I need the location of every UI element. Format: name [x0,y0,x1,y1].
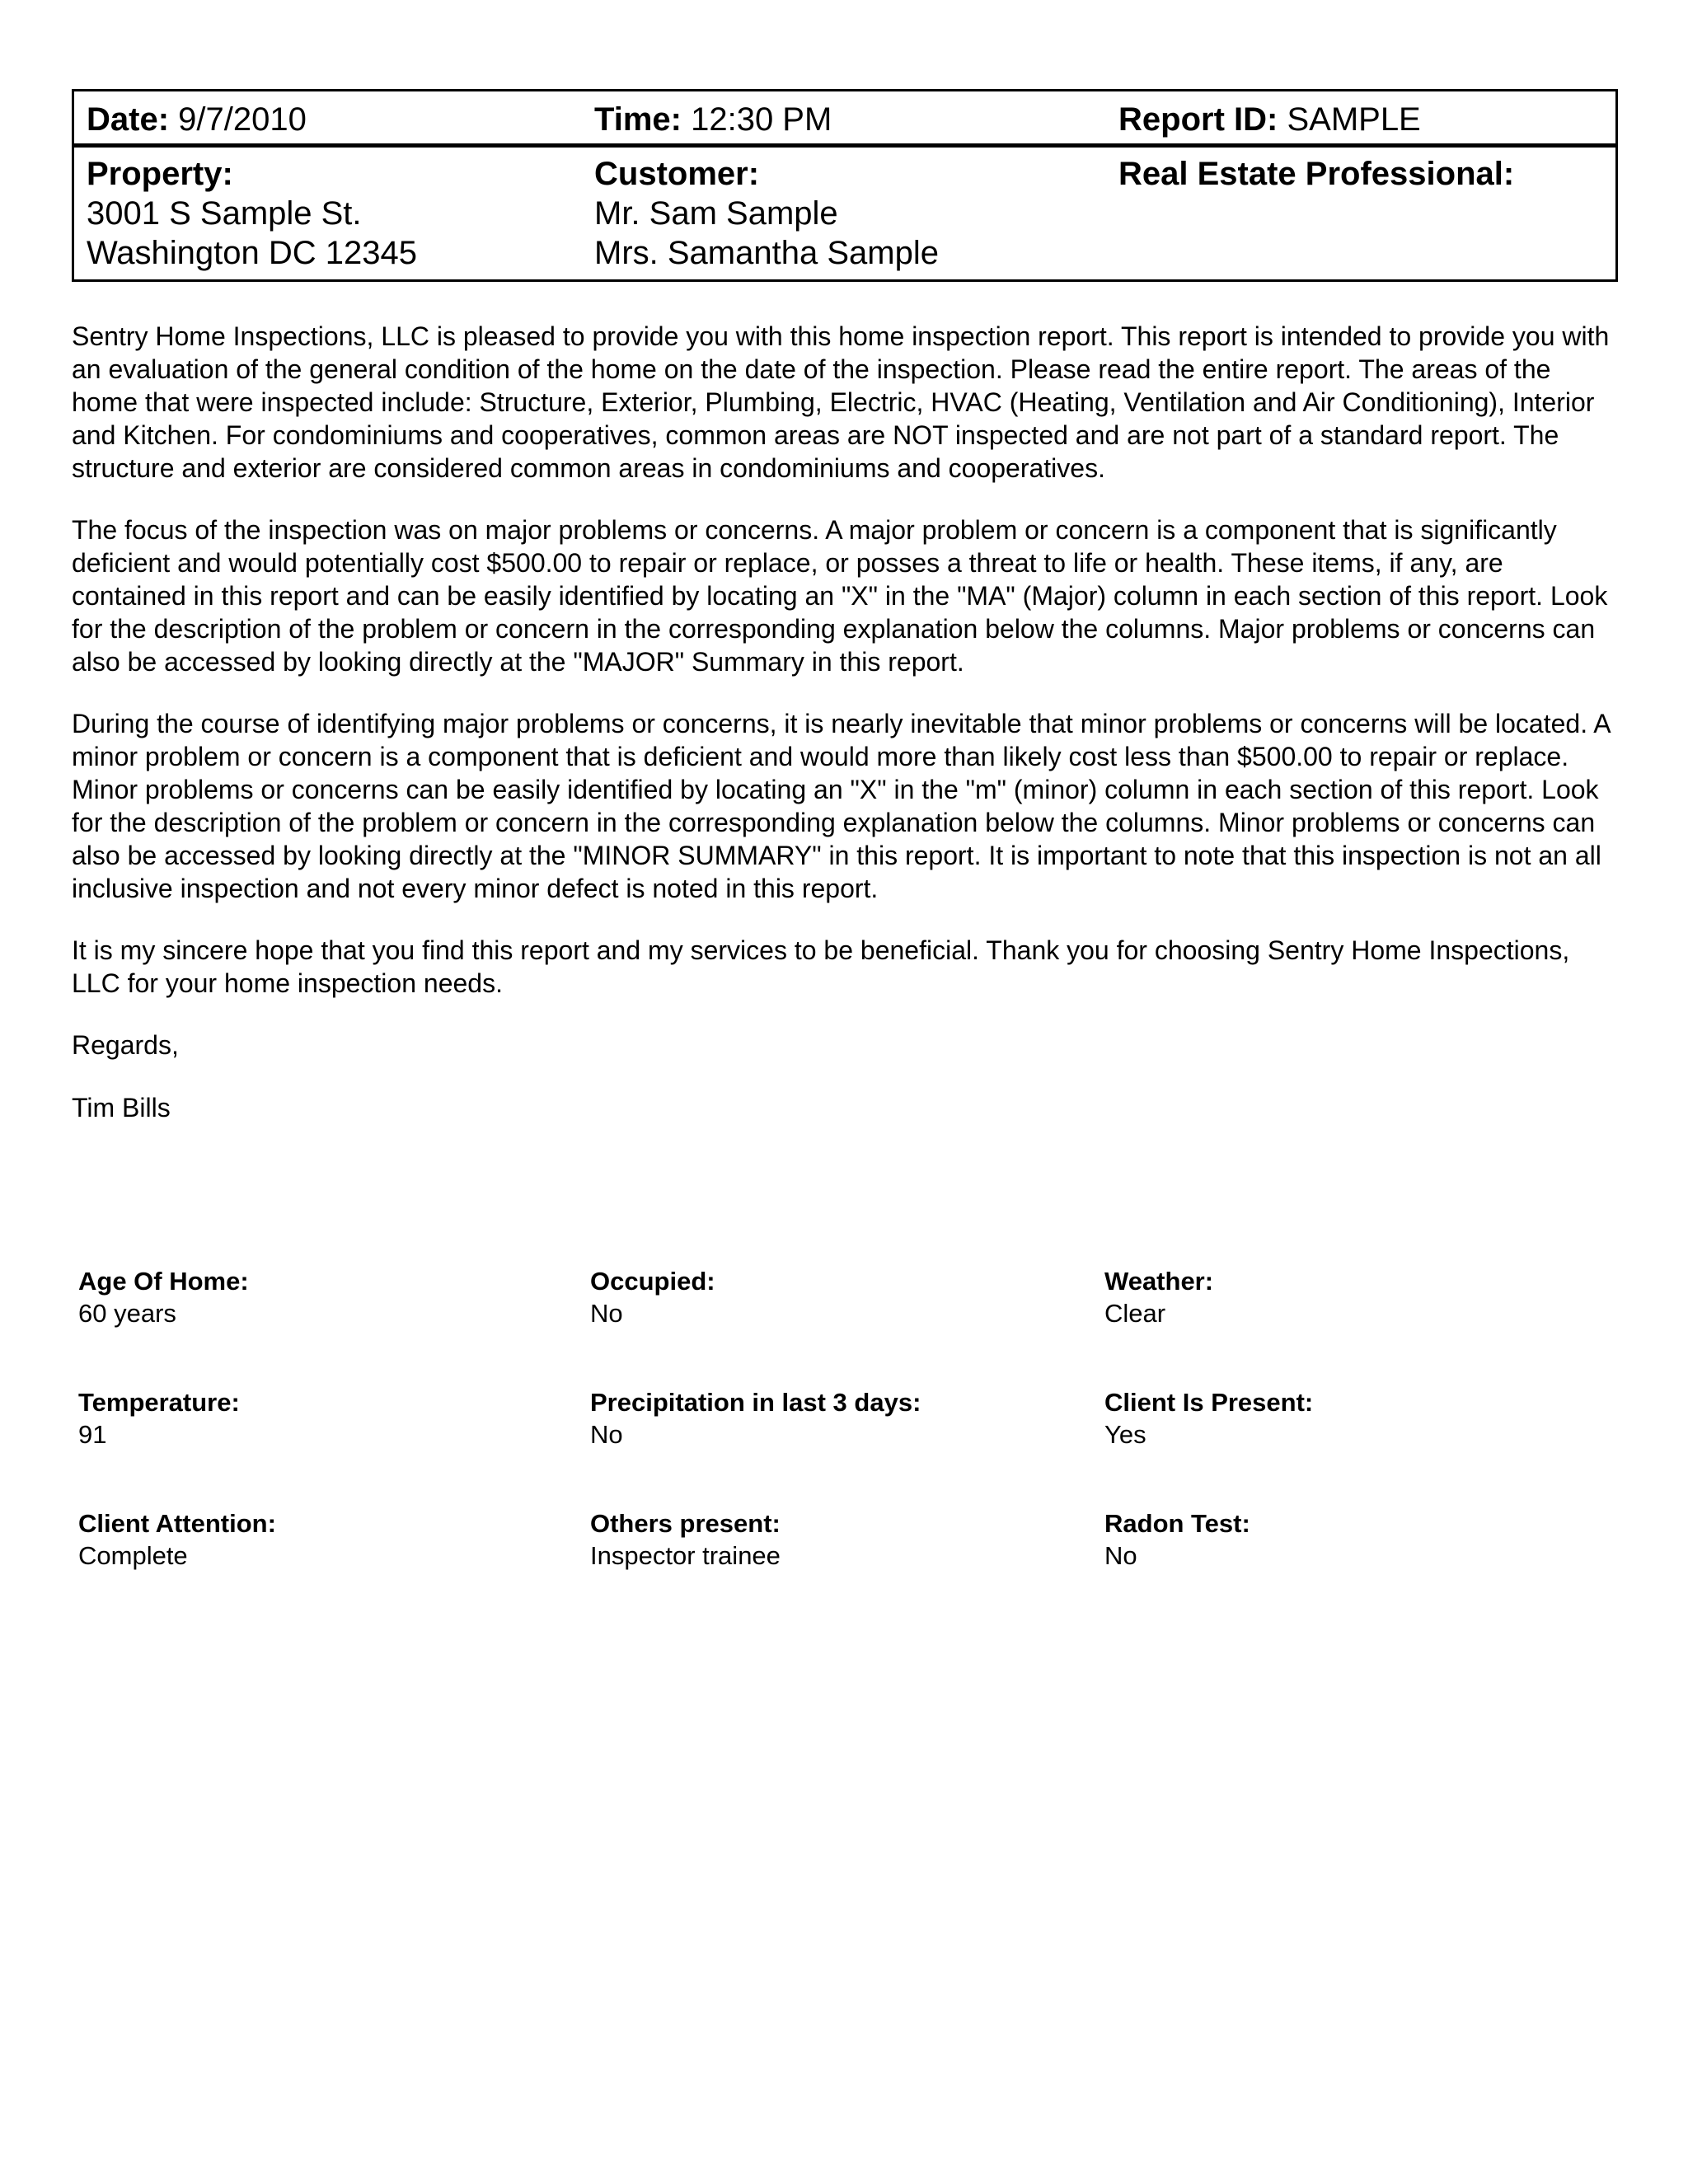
date-field [87,91,307,148]
precipitation-value: No [590,1420,623,1449]
date-value: 9/7/2010 [178,101,307,138]
others-present [590,1507,781,1572]
property-block [87,154,417,273]
others-present-value: Inspector trainee [590,1541,781,1570]
age-of-home-value: 60 years [78,1299,176,1328]
date-label: Date: [87,101,170,138]
temperature-value: 91 [78,1420,107,1449]
report-id-value: SAMPLE [1287,101,1421,138]
report-id-label: Report ID: [1118,101,1278,138]
client-present-value: Yes [1104,1420,1146,1449]
age-of-home-label: Age Of Home: [78,1267,249,1296]
time-label: Time: [594,101,682,138]
weather-value: Clear [1104,1299,1166,1328]
temperature-label: Temperature: [78,1388,240,1417]
time-field [594,91,832,148]
precipitation [590,1386,921,1451]
customer-name-line1: Mr. Sam Sample [594,195,838,232]
client-attention [78,1507,276,1572]
agent-block [1118,154,1514,194]
agent-label: Real Estate Professional: [1118,156,1515,192]
major-concerns-paragraph: The focus of the inspection was on major problems or concerns. A major problem or concern is a component that is significantly deficient and would potentially cost $500.00 to repair or replace, or posses a threat to life or health. These items, if any, are contained in this report and can be easily identified by locating an "X" in the "MA" (Major) column in each section of this report. Look for the description of the problem or concern in the corresponding explanation below the columns. Major problems or concerns can also be accessed by looking directly at the "MAJOR" Summary in this report. [72,515,1608,677]
occupied-label: Occupied: [590,1267,715,1296]
intro-paragraph: Sentry Home Inspections, LLC is pleased to provide you with this home inspection report. This report is intended to provide you with an evaluation of the general condition of the home on the date of the inspection. Please read the entire report. The areas of the home that were inspected include: Structure, Exterior, Plumbing, Electric, HVAC (Heating, Ventilation and Air Conditioning), Interior and Kitchen. For condominiums and cooperatives, common areas are NOT inspected and are not part of a standard report. The structure and exterior are considered common areas in condominiums and cooperatives. [72,321,1610,483]
weather-label: Weather: [1104,1267,1214,1296]
customer-name-line2: Mrs. Samantha Sample [594,235,939,271]
report-header [72,89,1618,282]
property-label: Property: [87,156,233,192]
customer-label: Customer: [594,156,760,192]
client-attention-label: Client Attention: [78,1509,276,1538]
report-id-field [1118,91,1421,148]
temperature [78,1386,240,1451]
property-address-line2: Washington DC 12345 [87,235,417,271]
property-address-line1: 3001 S Sample St. [87,195,362,232]
time-value: 12:30 PM [691,101,832,138]
client-attention-value: Complete [78,1541,188,1570]
report-introduction [72,320,1621,1154]
header-bottom-row [74,148,1615,279]
precipitation-label: Precipitation in last 3 days: [590,1388,921,1417]
occupied-value: No [590,1299,623,1328]
signature: Tim Bills [72,1093,171,1122]
thank-you-paragraph: It is my sincere hope that you find this report and my services to be beneficial. Thank you for choosing Sentry Home Inspections, LLC for your home inspection needs. [72,935,1570,998]
radon-test [1104,1507,1250,1572]
radon-test-value: No [1104,1541,1137,1570]
others-present-label: Others present: [590,1509,781,1538]
header-top-row [74,91,1615,148]
age-of-home [78,1265,249,1329]
radon-test-label: Radon Test: [1104,1509,1250,1538]
weather [1104,1265,1213,1329]
closing: Regards, [72,1030,179,1060]
customer-block [594,154,939,273]
client-present [1104,1386,1313,1451]
minor-concerns-paragraph: During the course of identifying major problems or concerns, it is nearly inevitable that minor problems or concerns will be located. A minor problem or concern is a component that is deficient and would more than likely cost less than $500.00 to repair or replace. Minor problems or concerns can be easily identified by locating an "X" in the "m" (minor) column in each section of this report. Look for the description of the problem or concern in the corresponding explanation below the columns. Minor problems or concerns can also be accessed by looking directly at the "MINOR SUMMARY" in this report. It is important to note that this inspection is not an all inclusive inspection and not every minor defect is noted in this report. [72,709,1610,903]
client-present-label: Client Is Present: [1104,1388,1314,1417]
occupied [590,1265,715,1329]
